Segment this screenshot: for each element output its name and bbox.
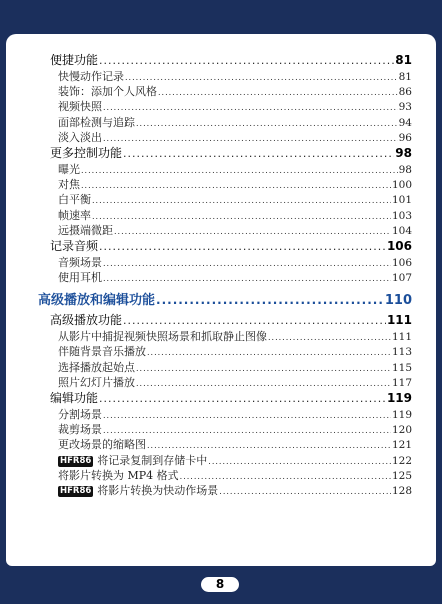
toc-item[interactable] [50,453,412,468]
dot-leader [103,423,391,438]
dot-leader [156,289,384,311]
toc-page: 98 [395,145,412,160]
toc-page: 115 [391,361,412,374]
dot-leader [114,224,391,239]
dot-leader [136,361,391,376]
dot-leader [219,484,391,499]
toc-item[interactable] [50,84,412,99]
toc-item[interactable] [50,422,412,437]
toc-label: 选择播放起始点 [58,360,135,374]
toc-label: 白平衡 [58,193,91,207]
dot-leader [123,145,394,162]
dot-leader [103,271,391,286]
toc-chapter[interactable] [38,289,412,311]
toc-item[interactable] [50,99,412,114]
dot-leader [103,131,398,146]
dot-leader [103,256,391,271]
toc-page: 120 [391,424,412,437]
dot-leader [147,438,391,453]
dot-leader [103,100,398,115]
toc-label: 远摄端微距 [58,223,113,237]
toc-item[interactable] [50,468,412,483]
toc-section[interactable] [50,52,412,69]
toc-item[interactable] [50,162,412,177]
toc-section[interactable] [50,238,412,255]
toc-item[interactable] [50,407,412,422]
toc-label: 裁剪场景 [58,423,102,437]
toc-section[interactable] [50,390,412,407]
dot-leader [158,85,398,100]
dot-leader [208,454,391,469]
dot-leader [99,390,386,407]
toc-item[interactable] [50,483,412,498]
toc-page: 125 [391,469,412,482]
toc-page: 111 [391,331,412,344]
dot-leader [136,116,398,131]
toc-label-text: 将影片转换为快动作场景 [97,483,219,497]
dot-leader [92,209,391,224]
toc-label: 面部检测与追踪 [58,115,135,129]
toc-item[interactable] [50,344,412,359]
toc-label [58,483,218,498]
toc-page: 96 [398,131,412,144]
toc-page: 106 [391,256,412,269]
dot-leader [99,52,394,69]
toc-page: 94 [398,116,412,129]
toc-page: 117 [391,376,412,389]
toc-page: 104 [391,224,412,237]
document-page [6,34,436,566]
toc-label [58,453,207,468]
toc-page: 93 [398,101,412,114]
page-number: 8 [201,577,239,592]
toc-page: 119 [386,391,412,405]
toc-label: 编辑功能 [50,391,99,405]
toc-item[interactable] [50,130,412,145]
toc-label: 视频快照 [58,100,102,114]
toc-page: 81 [395,53,412,67]
dot-leader [92,193,391,208]
toc-label: 使用耳机 [58,271,102,285]
toc-item[interactable] [50,177,412,192]
toc-page: 81 [398,71,412,83]
toc-page: 128 [391,484,412,497]
toc-item[interactable] [50,329,412,344]
toc-item[interactable] [50,255,412,270]
dot-leader [180,469,391,484]
toc-label: 便捷功能 [50,53,99,67]
dot-leader [103,408,391,423]
toc-page: 119 [391,409,412,421]
toc-page: 110 [384,293,412,309]
toc-page: 101 [391,194,412,207]
toc-label: 记录音频 [50,238,99,253]
toc-page: 98 [398,163,412,176]
toc-label: 分割场景 [58,408,102,421]
model-badge: HFR86 [60,485,92,496]
toc-label: 帧速率 [58,208,91,222]
toc-label: 更多控制功能 [50,145,123,160]
model-badge: HFR86 [60,455,92,466]
toc-item[interactable] [50,69,412,84]
dot-leader [147,345,391,360]
toc-label: 伴随背景音乐播放 [58,345,146,359]
toc-section[interactable] [50,312,412,329]
toc-page: 122 [391,454,412,467]
toc-label: 快慢动作记录 [58,70,124,83]
toc-page: 121 [391,439,412,452]
toc-page: 86 [398,86,412,99]
toc-label: 音频场景 [58,255,102,269]
dot-leader [268,330,391,345]
toc-page: 100 [391,179,412,192]
dot-leader [123,312,386,329]
toc-page: 103 [391,209,412,222]
toc-page: 111 [386,313,412,328]
toc-item[interactable] [50,375,412,390]
toc-label: 照片幻灯片播放 [58,375,135,389]
toc-page: 113 [391,346,412,359]
toc-label: 装饰：添加个人风格 [58,85,157,99]
toc-item[interactable] [50,115,412,130]
toc-item[interactable] [50,192,412,207]
toc-label: 曝光 [58,162,80,176]
toc-label-text: 将记录复制到存储卡中 [97,453,208,467]
toc-page: 107 [391,272,412,285]
toc-label: 更改场景的缩略图 [58,438,146,452]
toc-label: 高级播放功能 [50,313,123,328]
dot-leader [136,376,391,391]
toc-page: 106 [386,238,412,253]
table-of-contents [38,52,412,498]
dot-leader [125,70,398,85]
dot-leader [99,238,386,255]
dot-leader [81,178,391,193]
toc-section[interactable] [50,145,412,162]
dot-leader [81,163,398,178]
toc-item[interactable] [50,437,412,452]
toc-item[interactable] [50,208,412,223]
toc-item[interactable] [50,270,412,285]
toc-label: 从影片中捕捉视频快照场景和抓取静止图像 [58,330,267,344]
toc-label: 将影片转换为 MP4 格式 [58,468,179,482]
toc-label: 对焦 [58,178,80,192]
toc-label: 高级播放和编辑功能 [38,293,156,309]
toc-item[interactable] [50,223,412,238]
toc-item[interactable] [50,360,412,375]
toc-label: 淡入淡出 [58,130,102,144]
